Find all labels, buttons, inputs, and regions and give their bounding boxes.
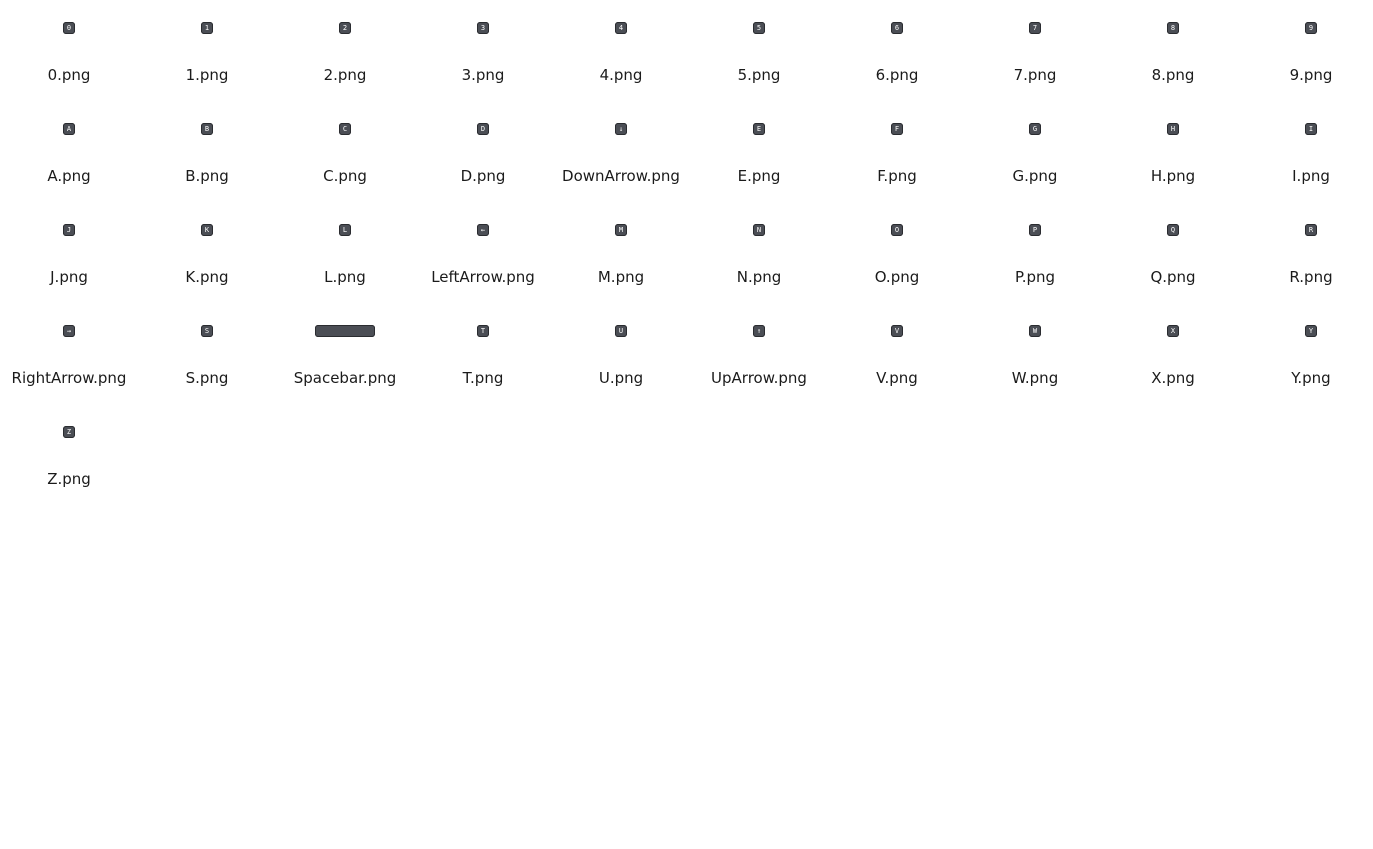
thumbnail	[0, 224, 138, 236]
file-name-label: D.png	[460, 167, 506, 185]
key-e-icon: E	[753, 123, 765, 135]
key-y-icon: Y	[1305, 325, 1317, 337]
file-item[interactable]	[828, 303, 966, 404]
key-j-icon: J	[63, 224, 75, 236]
thumbnail	[276, 325, 414, 337]
key-a-icon: A	[63, 123, 75, 135]
key-u-icon: U	[615, 325, 627, 337]
file-name-label: M.png	[597, 268, 645, 286]
file-item[interactable]	[690, 202, 828, 303]
file-item[interactable]	[414, 303, 552, 404]
thumbnail	[1242, 224, 1373, 236]
file-name-label: 6.png	[875, 66, 919, 84]
key-q-icon: Q	[1167, 224, 1179, 236]
file-name-label: U.png	[598, 369, 644, 387]
file-item[interactable]	[552, 202, 690, 303]
file-item[interactable]	[0, 303, 138, 404]
key-6-icon: 6	[891, 22, 903, 34]
thumbnail	[552, 22, 690, 34]
thumbnail	[1242, 22, 1373, 34]
file-item[interactable]	[828, 0, 966, 101]
file-item[interactable]	[276, 202, 414, 303]
file-item[interactable]	[276, 0, 414, 101]
thumbnail	[276, 123, 414, 135]
file-item[interactable]	[552, 101, 690, 202]
file-name-label: Q.png	[1150, 268, 1196, 286]
thumbnail	[414, 325, 552, 337]
key-w-icon: W	[1029, 325, 1041, 337]
thumbnail	[966, 224, 1104, 236]
key-h-icon: H	[1167, 123, 1179, 135]
key-4-icon: 4	[615, 22, 627, 34]
file-item[interactable]	[0, 101, 138, 202]
key-0-icon: 0	[63, 22, 75, 34]
key-s-icon: S	[201, 325, 213, 337]
key-k-icon: K	[201, 224, 213, 236]
key-t-icon: T	[477, 325, 489, 337]
file-item[interactable]	[690, 101, 828, 202]
file-item[interactable]	[414, 101, 552, 202]
thumbnail	[414, 22, 552, 34]
thumbnail	[966, 325, 1104, 337]
file-name-label: F.png	[877, 167, 917, 185]
file-name-label: J.png	[50, 268, 88, 286]
file-name-label: 5.png	[737, 66, 781, 84]
thumbnail	[690, 224, 828, 236]
file-name-label: G.png	[1012, 167, 1058, 185]
file-name-label: C.png	[323, 167, 367, 185]
thumbnail	[690, 22, 828, 34]
key-b-icon: B	[201, 123, 213, 135]
key-v-icon: V	[891, 325, 903, 337]
file-item[interactable]	[828, 101, 966, 202]
thumbnail	[276, 22, 414, 34]
thumbnail	[552, 123, 690, 135]
file-item[interactable]	[690, 303, 828, 404]
thumbnail	[828, 224, 966, 236]
thumbnail	[1104, 22, 1242, 34]
file-item[interactable]	[1104, 0, 1242, 101]
file-item[interactable]	[414, 0, 552, 101]
thumbnail	[828, 22, 966, 34]
key-i-icon: I	[1305, 123, 1317, 135]
key-7-icon: 7	[1029, 22, 1041, 34]
file-item[interactable]	[0, 202, 138, 303]
thumbnail	[0, 123, 138, 135]
file-item[interactable]	[1104, 202, 1242, 303]
file-item[interactable]	[690, 0, 828, 101]
file-name-label: S.png	[185, 369, 229, 387]
file-name-label: O.png	[874, 268, 920, 286]
key-5-icon: 5	[753, 22, 765, 34]
file-item[interactable]	[138, 303, 276, 404]
file-name-label: 1.png	[185, 66, 229, 84]
file-name-label: DownArrow.png	[562, 167, 680, 185]
thumbnail	[0, 22, 138, 34]
key-n-icon: N	[753, 224, 765, 236]
key-3-icon: 3	[477, 22, 489, 34]
thumbnail	[1242, 123, 1373, 135]
key-m-icon: M	[615, 224, 627, 236]
file-name-label: P.png	[1014, 268, 1056, 286]
file-name-label: I.png	[1292, 167, 1330, 185]
thumbnail	[138, 22, 276, 34]
key-f-icon: F	[891, 123, 903, 135]
file-item[interactable]	[552, 0, 690, 101]
file-name-label: LeftArrow.png	[431, 268, 535, 286]
key-o-icon: O	[891, 224, 903, 236]
file-name-label: Y.png	[1291, 369, 1331, 387]
file-name-label: X.png	[1151, 369, 1195, 387]
thumbnail	[1104, 325, 1242, 337]
file-name-label: V.png	[876, 369, 918, 387]
key-d-icon: D	[477, 123, 489, 135]
file-item[interactable]	[1242, 303, 1373, 404]
thumbnail	[276, 224, 414, 236]
key-r-icon: R	[1305, 224, 1317, 236]
key-2-icon: 2	[339, 22, 351, 34]
key-p-icon: P	[1029, 224, 1041, 236]
thumbnail	[690, 325, 828, 337]
file-name-label: 4.png	[599, 66, 643, 84]
thumbnail	[1242, 325, 1373, 337]
file-item[interactable]	[1242, 0, 1373, 101]
thumbnail	[414, 224, 552, 236]
file-name-label: 7.png	[1013, 66, 1057, 84]
file-name-label: L.png	[324, 268, 366, 286]
key-8-icon: 8	[1167, 22, 1179, 34]
thumbnail	[828, 325, 966, 337]
key-1-icon: 1	[201, 22, 213, 34]
file-item[interactable]	[1242, 101, 1373, 202]
key-left-arrow-icon: ←	[477, 224, 489, 236]
key-x-icon: X	[1167, 325, 1179, 337]
file-name-label: RightArrow.png	[11, 369, 127, 387]
key-z-icon: Z	[63, 426, 75, 438]
thumbnail	[966, 22, 1104, 34]
thumbnail	[690, 123, 828, 135]
file-name-label: Z.png	[47, 470, 91, 488]
file-name-label: UpArrow.png	[711, 369, 807, 387]
file-name-label: R.png	[1289, 268, 1333, 286]
file-item[interactable]	[0, 404, 138, 505]
file-item[interactable]	[1104, 303, 1242, 404]
key-up-arrow-icon: ↑	[753, 325, 765, 337]
thumbnail	[1104, 123, 1242, 135]
file-name-label: B.png	[185, 167, 229, 185]
thumbnail	[414, 123, 552, 135]
file-item[interactable]	[966, 0, 1104, 101]
file-name-label: Spacebar.png	[293, 369, 397, 387]
file-item[interactable]	[138, 202, 276, 303]
thumbnail	[138, 224, 276, 236]
thumbnail	[138, 123, 276, 135]
thumbnail	[0, 426, 138, 438]
thumbnail	[1104, 224, 1242, 236]
file-item[interactable]	[414, 202, 552, 303]
key-9-icon: 9	[1305, 22, 1317, 34]
file-name-label: A.png	[47, 167, 91, 185]
file-name-label: 9.png	[1289, 66, 1333, 84]
thumbnail	[552, 325, 690, 337]
file-name-label: T.png	[462, 369, 504, 387]
file-name-label: 8.png	[1151, 66, 1195, 84]
file-name-label: W.png	[1011, 369, 1059, 387]
key-right-arrow-icon: →	[63, 325, 75, 337]
thumbnail	[138, 325, 276, 337]
file-name-label: 3.png	[461, 66, 505, 84]
thumbnail	[828, 123, 966, 135]
key-down-arrow-icon: ↓	[615, 123, 627, 135]
file-item[interactable]	[276, 101, 414, 202]
key-l-icon: L	[339, 224, 351, 236]
file-item[interactable]	[138, 0, 276, 101]
file-item[interactable]	[1242, 202, 1373, 303]
file-item[interactable]	[552, 303, 690, 404]
file-item[interactable]	[0, 0, 138, 101]
thumbnail	[552, 224, 690, 236]
file-item[interactable]	[1104, 101, 1242, 202]
file-name-label: 2.png	[323, 66, 367, 84]
file-item[interactable]	[828, 202, 966, 303]
file-name-label: H.png	[1150, 167, 1196, 185]
key-g-icon: G	[1029, 123, 1041, 135]
thumbnail	[0, 325, 138, 337]
file-item[interactable]	[138, 101, 276, 202]
file-name-label: E.png	[737, 167, 781, 185]
key-c-icon: C	[339, 123, 351, 135]
file-name-label: 0.png	[47, 66, 91, 84]
file-name-label: N.png	[736, 268, 782, 286]
thumbnail	[966, 123, 1104, 135]
file-name-label: K.png	[185, 268, 229, 286]
key-spacebar-icon	[315, 325, 375, 337]
file-item[interactable]	[966, 101, 1104, 202]
file-item[interactable]	[966, 202, 1104, 303]
file-item[interactable]	[966, 303, 1104, 404]
file-item[interactable]	[276, 303, 414, 404]
